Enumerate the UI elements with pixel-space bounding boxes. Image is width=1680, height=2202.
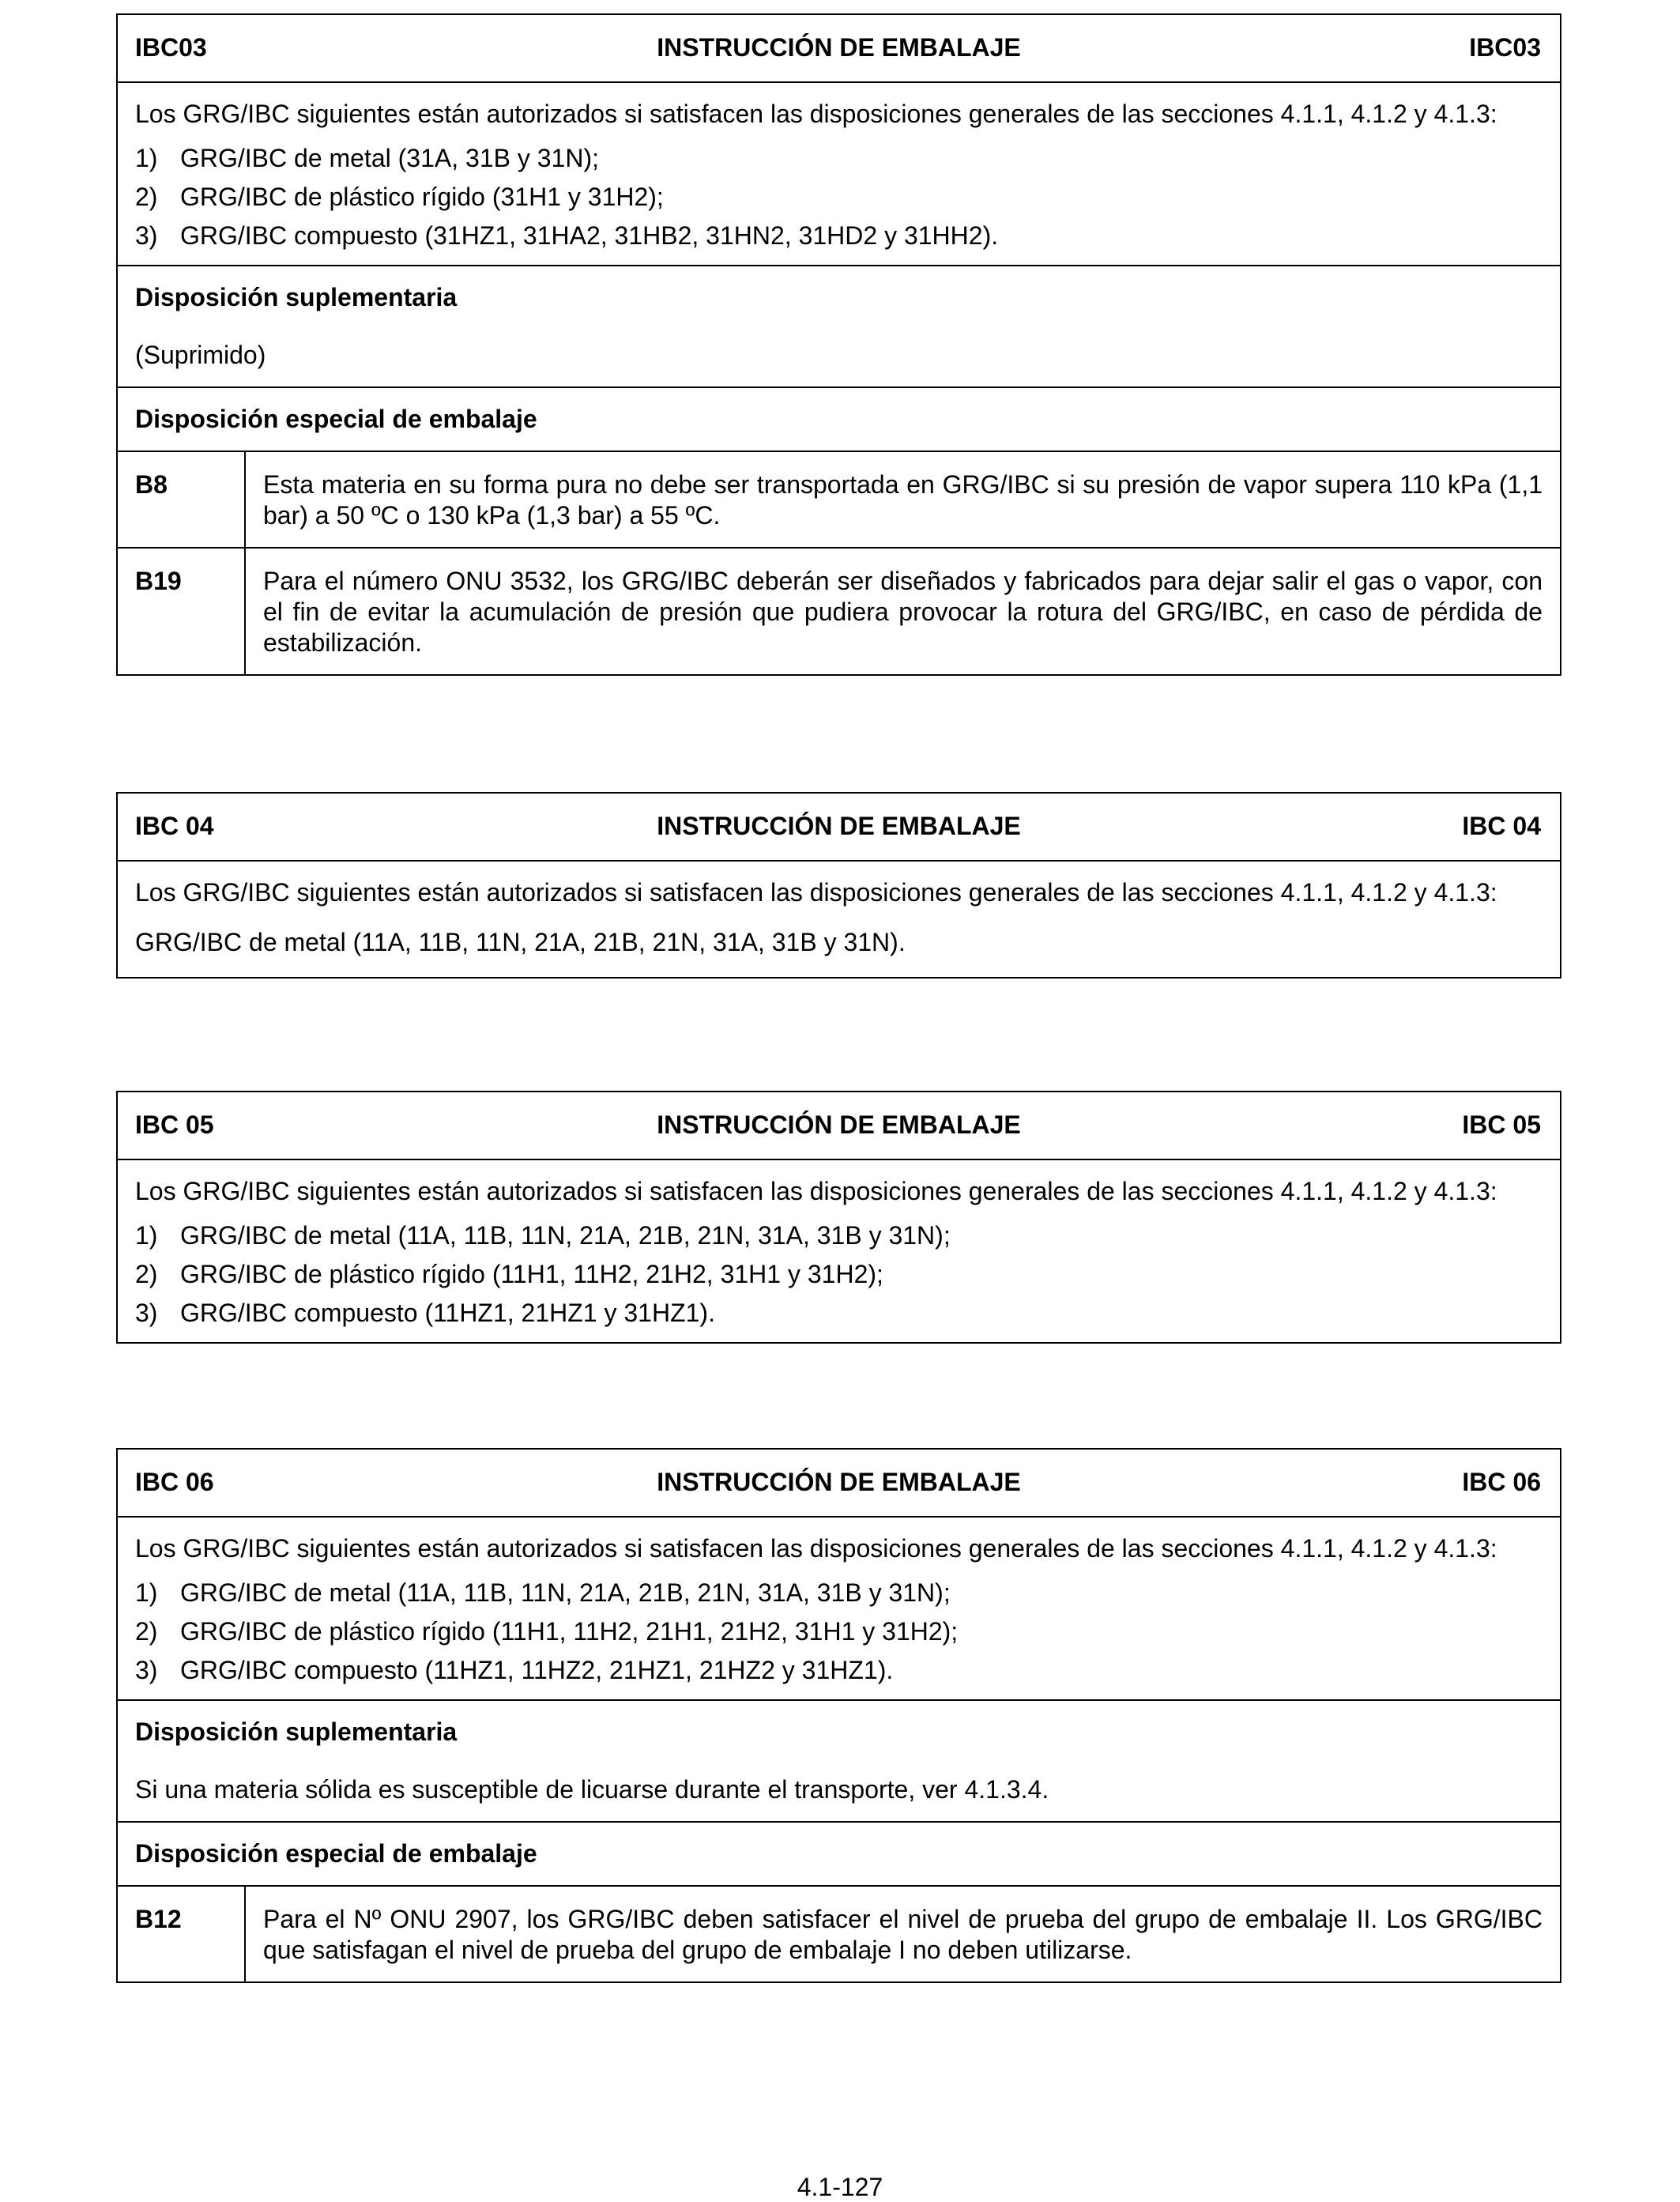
ibc03-list: [135, 139, 1543, 255]
list-item: 3) GRG/IBC compuesto (11HZ1, 11HZ2, 21HZ1, 21HZ2 y 31HZ1).: [135, 1656, 894, 1684]
ibc06-special-heading: Disposición especial de embalaje: [118, 1821, 1560, 1885]
special-code: B12: [118, 1887, 246, 1981]
supplementary-heading: Disposición suplementaria: [135, 1717, 458, 1746]
ibc05-header: [118, 1092, 1560, 1159]
ibc04-intro: Los GRG/IBC siguientes están autorizados si satisfacen las disposiciones generales de las secciones 4.1.1, 4.1.2 y 4.1.3:: [135, 878, 1497, 907]
ibc03-supplementary: [118, 265, 1560, 386]
list-item: 1) GRG/IBC de metal (31A, 31B y 31N);: [135, 144, 599, 172]
ibc03-special-b8: [118, 451, 1560, 547]
ibc05-table: [116, 1091, 1561, 1344]
ibc03-code-left: IBC03: [135, 33, 207, 62]
list-item: 3) GRG/IBC compuesto (31HZ1, 31HA2, 31HB2, 31HN2, 31HD2 y 31HH2).: [135, 221, 999, 250]
ibc03-authorized: [118, 81, 1560, 265]
list-item: 3) GRG/IBC compuesto (11HZ1, 21HZ1 y 31HZ1).: [135, 1299, 715, 1327]
ibc04-header: [118, 794, 1560, 860]
supplementary-text: Si una materia sólida es susceptible de licuarse durante el transporte, ver 4.1.3.4.: [135, 1775, 1049, 1804]
ibc04-code-right: IBC 04: [1462, 812, 1541, 840]
page-number: 4.1-127: [797, 2173, 883, 2201]
ibc06-authorized: [118, 1516, 1560, 1699]
ibc06-special-b12: [118, 1885, 1560, 1981]
list-item: 1) GRG/IBC de metal (11A, 11B, 11N, 21A, 21B, 21N, 31A, 31B y 31N);: [135, 1221, 951, 1250]
list-item: 2) GRG/IBC de plástico rígido (31H1 y 31H2);: [135, 183, 664, 211]
supplementary-heading: Disposición suplementaria: [135, 283, 458, 311]
ibc06-code-left: IBC 06: [135, 1468, 214, 1496]
ibc03-header: [118, 15, 1560, 81]
ibc05-intro: Los GRG/IBC siguientes están autorizados si satisfacen las disposiciones generales de las secciones 4.1.1, 4.1.2 y 4.1.3:: [135, 1177, 1497, 1205]
ibc04-code-left: IBC 04: [135, 812, 214, 840]
ibc06-intro: Los GRG/IBC siguientes están autorizados si satisfacen las disposiciones generales de las secciones 4.1.1, 4.1.2 y 4.1.3:: [135, 1534, 1497, 1563]
list-item: 2) GRG/IBC de plástico rígido (11H1, 11H2, 21H1, 21H2, 31H1 y 31H2);: [135, 1617, 959, 1646]
ibc03-intro: Los GRG/IBC siguientes están autorizados si satisfacen las disposiciones generales de las secciones 4.1.1, 4.1.2 y 4.1.3:: [135, 100, 1497, 128]
ibc06-table: [116, 1448, 1561, 1983]
ibc03-title: INSTRUCCIÓN DE EMBALAJE: [657, 33, 1021, 62]
ibc03-code-right: IBC03: [1469, 33, 1541, 62]
special-code: B19: [118, 549, 246, 674]
special-text: Para el Nº ONU 2907, los GRG/IBC deben satisfacer el nivel de prueba del grupo de embalaje II. Los GRG/IBC que satisfagan el nivel de prueba del grupo de embalaje I no deben utilizarse.: [263, 1905, 1543, 1964]
ibc05-code-right: IBC 05: [1462, 1110, 1541, 1139]
ibc04-table: [116, 792, 1561, 978]
ibc04-text: GRG/IBC de metal (11A, 11B, 11N, 21A, 21B, 21N, 31A, 31B y 31N).: [135, 928, 906, 956]
special-text: Para el número ONU 3532, los GRG/IBC deberán ser diseñados y fabricados para dejar salir el gas o vapor, con el fin de evitar la acumulación de presión que pudiera provocar la rotura del GRG/IBC, en caso de pérdida de estabilización.: [263, 567, 1543, 657]
ibc05-code-left: IBC 05: [135, 1110, 214, 1139]
ibc05-authorized: [118, 1159, 1560, 1342]
list-item: 2) GRG/IBC de plástico rígido (11H1, 11H2, 21H2, 31H1 y 31H2);: [135, 1260, 883, 1288]
ibc06-title: INSTRUCCIÓN DE EMBALAJE: [657, 1468, 1021, 1496]
special-text: Esta materia en su forma pura no debe ser transportada en GRG/IBC si su presión de vapor supera 110 kPa (1,1 bar) a 50 ºC o 130 kPa (1,3 bar) a 55 ºC.: [263, 470, 1543, 530]
ibc05-list: [135, 1216, 1543, 1333]
special-code: B8: [118, 452, 246, 547]
ibc03-special-b19: [118, 547, 1560, 674]
ibc04-authorized: [118, 860, 1560, 977]
ibc06-list: [135, 1574, 1543, 1690]
ibc06-code-right: IBC 06: [1462, 1468, 1541, 1496]
ibc06-supplementary: [118, 1699, 1560, 1821]
ibc03-table: [116, 13, 1561, 676]
ibc04-title: INSTRUCCIÓN DE EMBALAJE: [657, 812, 1021, 840]
list-item: 1) GRG/IBC de metal (11A, 11B, 11N, 21A, 21B, 21N, 31A, 31B y 31N);: [135, 1578, 951, 1607]
ibc06-header: [118, 1450, 1560, 1516]
supplementary-text: (Suprimido): [135, 341, 266, 369]
ibc03-special-heading: Disposición especial de embalaje: [118, 386, 1560, 451]
ibc05-title: INSTRUCCIÓN DE EMBALAJE: [657, 1110, 1021, 1139]
